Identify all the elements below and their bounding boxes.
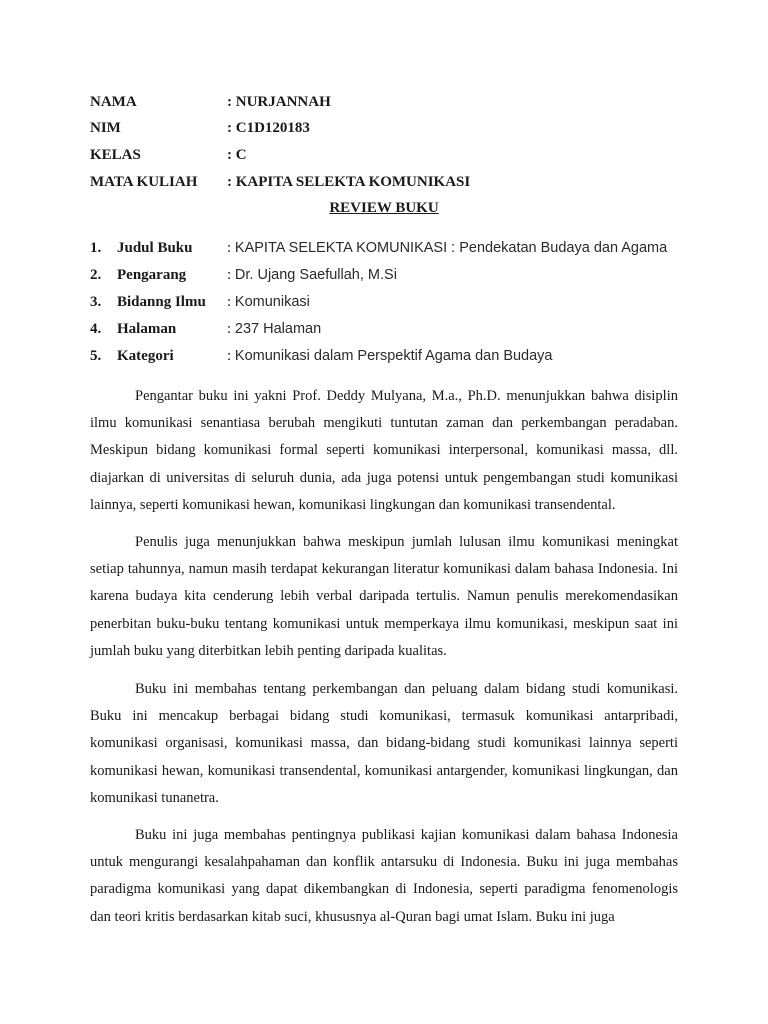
- info-label: Kategori: [117, 348, 174, 364]
- header-row-kelas: [90, 145, 247, 165]
- document-title: REVIEW BUKU: [329, 200, 439, 216]
- header-value: : C: [227, 147, 247, 163]
- body-paragraph-1: Pengantar buku ini yakni Prof. Deddy Mulyana, M.a., Ph.D. menunjukkan bahwa disiplin ilmu komunikasi senantiasa berubah mengikuti tuntutan zaman dan perkembangan peradaban. Meskipun bidang komunikasi formal seperti komunikasi interpersonal, komunikasi massa, dll. diajarkan di universitas di seluruh dunia, ada juga potensi untuk pengembangan studi komunikasi lainnya, seperti komunikasi hewan, komunikasi lingkungan dan komunikasi transendental.: [90, 388, 678, 513]
- info-value: Dr. Ujang Saefullah, M.Si: [234, 267, 397, 283]
- info-value: Komunikasi: [234, 294, 310, 310]
- info-row-bidang-ilmu: [90, 292, 310, 312]
- info-colon: :: [227, 348, 235, 364]
- info-number: 1.: [90, 240, 102, 256]
- info-row-judul-buku: [90, 238, 667, 258]
- info-colon: :: [227, 240, 235, 256]
- header-value: : NURJANNAH: [227, 94, 331, 110]
- info-value: KAPITA SELEKTA KOMUNIKASI : Pendekatan Budaya dan Agama: [234, 240, 668, 256]
- info-colon: :: [227, 294, 235, 310]
- info-number: 4.: [90, 321, 102, 337]
- info-label: Halaman: [117, 321, 177, 337]
- header-row-mata-kuliah: [90, 172, 470, 192]
- header-label: NAMA: [90, 94, 137, 110]
- header-value: : C1D120183: [227, 120, 310, 136]
- info-row-halaman: [90, 319, 321, 339]
- info-colon: :: [227, 267, 235, 283]
- header-row-nama: [90, 92, 331, 112]
- header-row-nim: [90, 118, 310, 138]
- info-number: 3.: [90, 294, 102, 310]
- info-label: Bidanng Ilmu: [117, 294, 206, 310]
- header-label: KELAS: [90, 147, 141, 163]
- header-label: MATA KULIAH: [90, 174, 198, 190]
- info-value: Komunikasi dalam Perspektif Agama dan Budaya: [234, 348, 553, 364]
- info-colon: :: [227, 321, 235, 337]
- info-number: 5.: [90, 348, 102, 364]
- info-number: 2.: [90, 267, 102, 283]
- body-paragraph-4: Buku ini juga membahas pentingnya publikasi kajian komunikasi dalam bahasa Indonesia untuk mengurangi kesalahpahaman dan konflik antarsuku di Indonesia. Buku ini juga membahas paradigma komunikasi yang dapat dikembangkan di Indonesia, seperti paradigma fenomenologis dan teori kritis berdasarkan kitab suci, khususnya al-Quran bagi umat Islam. Buku ini juga: [90, 827, 678, 925]
- info-label: Pengarang: [117, 267, 187, 283]
- info-value: 237 Halaman: [234, 321, 322, 337]
- body-paragraph-2: Penulis juga menunjukkan bahwa meskipun jumlah lulusan ilmu komunikasi meningkat setiap tahunnya, namun masih terdapat kekurangan literatur komunikasi dalam bahasa Indonesia. Ini karena budaya kita cenderung lebih verbal daripada tertulis. Namun penulis merekomendasikan penerbitan buku-buku tentang komunikasi untuk memperkaya ilmu komunikasi, meskipun saat ini jumlah buku yang diterbitkan lebih penting daripada kualitas.: [90, 534, 678, 659]
- info-row-pengarang: [90, 265, 397, 285]
- header-value: : KAPITA SELEKTA KOMUNIKASI: [227, 174, 471, 190]
- body-paragraph-3: Buku ini membahas tentang perkembangan dan peluang dalam bidang studi komunikasi. Buku ini mencakup berbagai bidang studi komunikasi, termasuk komunikasi antarpribadi, komunikasi organisasi, komunikasi massa, dan bidang-bidang studi komunikasi lainnya seperti komunikasi hewan, komunikasi transendental, komunikasi antargender, komunikasi lingkungan, dan komunikasi tunanetra.: [90, 681, 678, 806]
- header-label: NIM: [90, 120, 121, 136]
- info-row-kategori: [90, 346, 553, 366]
- info-label: Judul Buku: [117, 240, 193, 256]
